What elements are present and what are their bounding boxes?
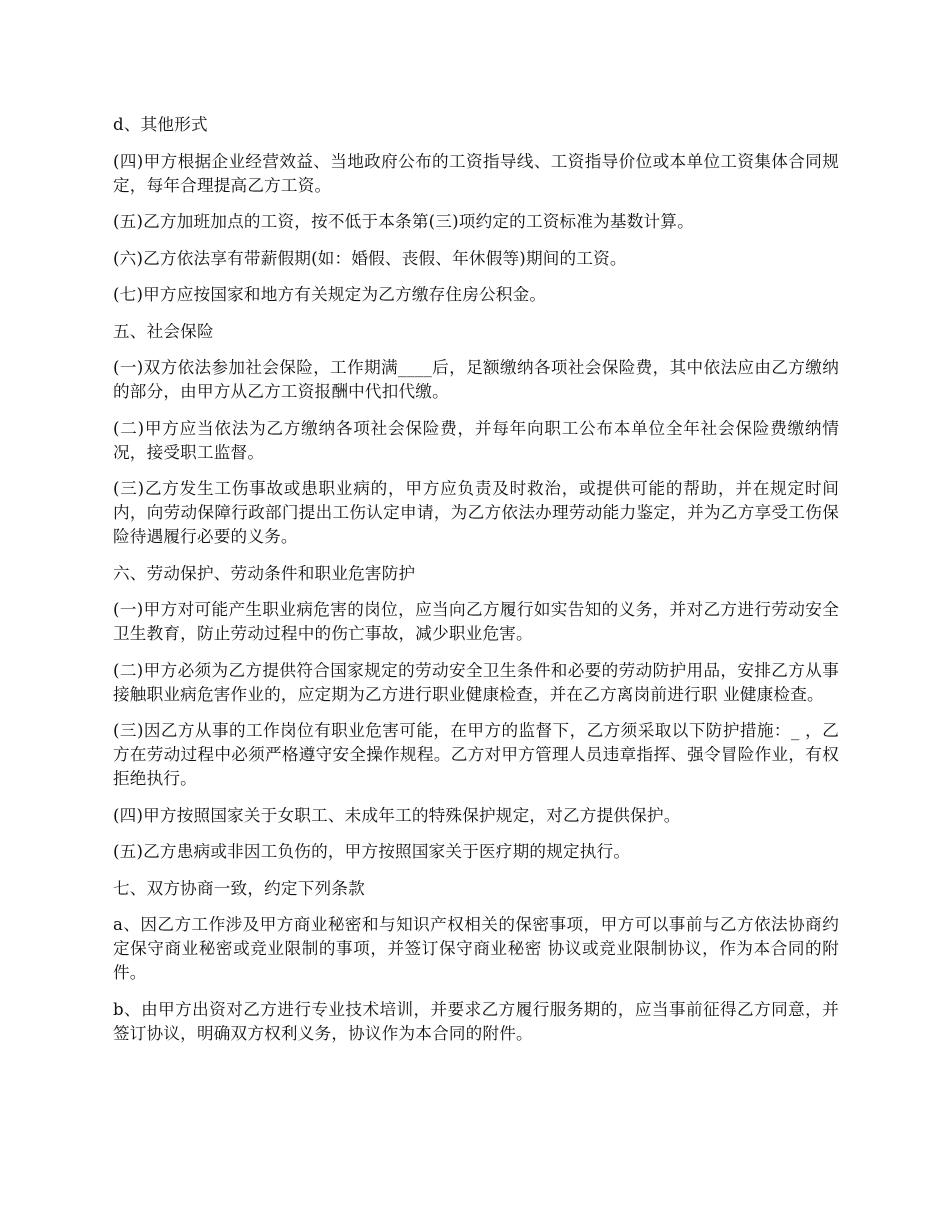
paragraph-special-protection: (四)甲方按照国家关于女职工、未成年工的特殊保护规定，对乙方提供保护。 [113,805,681,825]
paragraph-safety-conditions: (二)甲方必须为乙方提供符合国家规定的劳动安全卫生条件和必要的劳动防护用品，安排乙方从事接触职业病危害作业的，应定期为乙方进行职业健康检查，并在乙方离岗前进行职 业健康检查。 [113,660,839,704]
paragraph-work-injury: (三)乙方发生工伤事故或患职业病的，甲方应负责及时救治，或提供可能的帮助，并在规定时间内，向劳动保障行政部门提出工伤认定申请，为乙方依法办理劳动能力鉴定，并为乙方享受工伤保险待遇履行必要的义务。 [113,479,839,546]
paragraph-overtime-pay: (五)乙方加班加点的工资，按不低于本条第(三)项约定的工资标准为基数计算。 [113,212,694,231]
paragraph-training-service-period: b、由甲方出资对乙方进行专业技术培训，并要求乙方履行服务期的，应当事前征得乙方同意，并签订协议，明确双方权利义务，协议作为本合同的附件。 [113,999,839,1043]
paragraph-housing-fund: (七)甲方应按国家和地方有关规定为乙方缴存住房公积金。 [113,285,547,304]
paragraph-hazard-notification: (一)甲方对可能产生职业病危害的岗位，应当向乙方履行如实告知的义务，并对乙方进行劳动安全卫生教育，防止劳动过程中的伤亡事故，减少职业危害。 [113,600,839,643]
section-heading-social-insurance: 五、社会保险 [113,321,214,341]
paragraph-confidentiality: a、因乙方工作涉及甲方商业秘密和与知识产权相关的保密事项，甲方可以事前与乙方依法协商约定保守商业秘密或竞业限制的事项，并签订保守商业秘密 协议或竞业限制协议，作为本合同的附件。 [113,915,839,982]
document-page [113,113,839,1058]
paragraph-medical-period: (五)乙方患病或非因工负伤的，甲方按照国家关于医疗期的规定执行。 [113,842,631,861]
paragraph-insurance-participation: (一)双方依法参加社会保险，工作期满____后，足额缴纳各项社会保险费，其中依法应由乙方缴纳的部分，由甲方从乙方工资报酬中代扣代缴。 [113,358,839,401]
section-heading-labor-protection: 六、劳动保护、劳动条件和职业危害防护 [113,563,416,583]
section-heading-agreed-terms: 七、双方协商一致，约定下列条款 [113,878,365,898]
paragraph-wage-increase: (四)甲方根据企业经营效益、当地政府公布的工资指导线、工资指导价位或本单位工资集体合同规定，每年合理提高乙方工资。 [113,151,839,195]
paragraph-other-forms: d、其他形式 [113,115,208,134]
paragraph-protective-measures: (三)因乙方从事的工作岗位有职业危害可能，在甲方的监督下，乙方须采取以下防护措施：_ ，乙方在劳动过程中必须严格遵守安全操作规程。乙方对甲方管理人员违章指挥、强令冒险作业，有权拒绝执行。 [113,721,839,788]
paragraph-insurance-payment: (二)甲方应当依法为乙方缴纳各项社会保险费，并每年向职工公布本单位全年社会保险费缴纳情况，接受职工监督。 [113,418,839,462]
paragraph-paid-leave: (六)乙方依法享有带薪假期(如：婚假、丧假、年休假等)期间的工资。 [113,248,627,268]
